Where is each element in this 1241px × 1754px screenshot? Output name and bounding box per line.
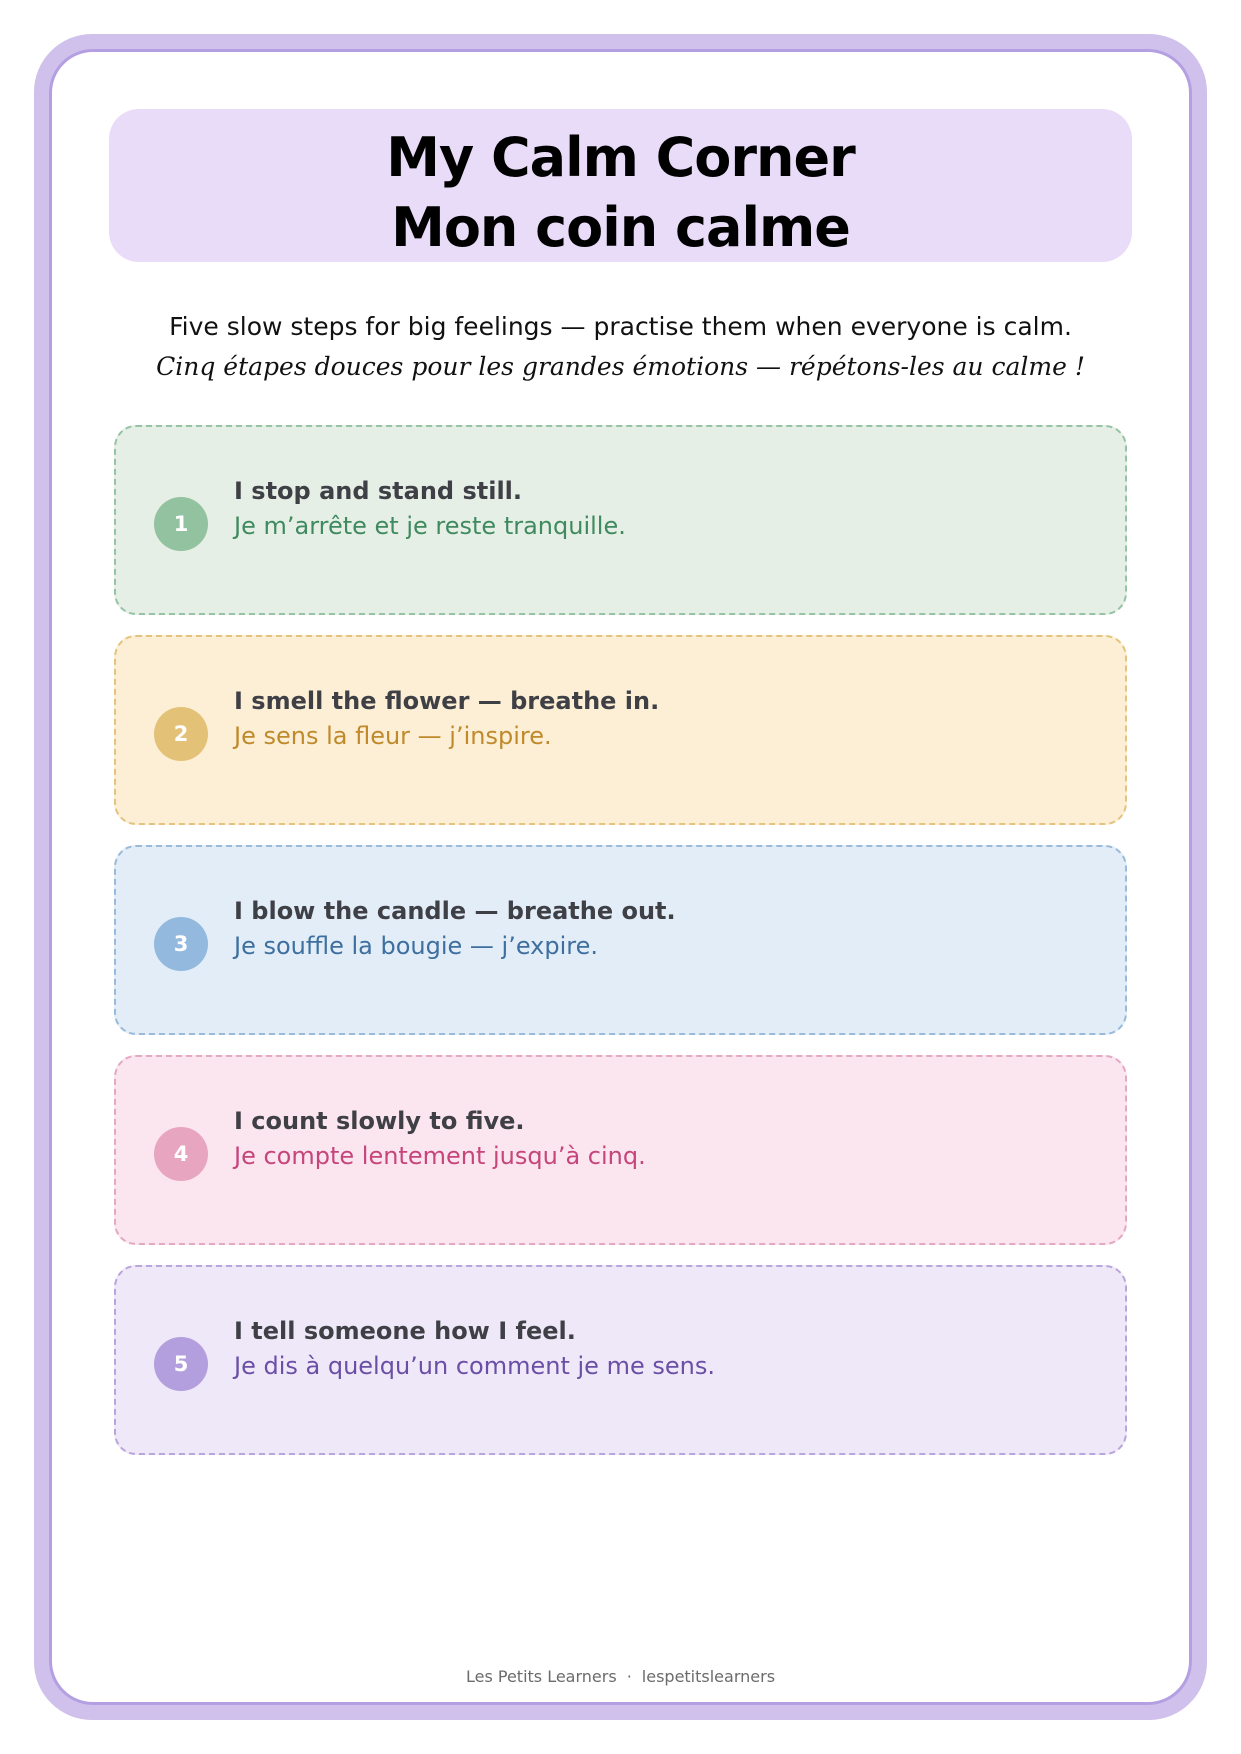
step-card: [114, 635, 1127, 825]
title-banner: [109, 109, 1132, 262]
step-number-badge: 2: [154, 707, 208, 761]
step-number-badge: 5: [154, 1337, 208, 1391]
title-english: My Calm Corner: [386, 126, 855, 189]
step-english-text: I blow the candle — breathe out.: [234, 897, 676, 925]
step-english-text: I stop and stand still.: [234, 477, 523, 505]
steps-list: [114, 425, 1127, 1475]
step-english-text: I smell the flower — breathe in.: [234, 687, 660, 715]
step-french-text: Je m’arrête et je reste tranquille.: [234, 512, 626, 540]
step-card: [114, 845, 1127, 1035]
footer-brand: Les Petits Learners: [465, 1667, 617, 1686]
step-number-badge: 3: [154, 917, 208, 971]
step-french-text: Je dis à quelqu’un comment je me sens.: [234, 1352, 715, 1380]
step-card: [114, 1055, 1127, 1245]
step-french-text: Je sens la fleur — j’inspire.: [234, 722, 552, 750]
title-french: Mon coin calme: [391, 196, 850, 259]
step-number-badge: 4: [154, 1127, 208, 1181]
step-card: [114, 1265, 1127, 1455]
step-english-text: I count slowly to five.: [234, 1107, 525, 1135]
step-number-badge: 1: [154, 497, 208, 551]
footer-handle: lespetitslearners: [641, 1667, 776, 1686]
intro-french: Cinq étapes douces pour les grandes émotions — répétons-les au calme !: [156, 352, 1085, 381]
footer-separator: ·: [626, 1667, 632, 1686]
intro-english: Five slow steps for big feelings — practise them when everyone is calm.: [169, 312, 1072, 341]
step-english-text: I tell someone how I feel.: [234, 1317, 576, 1345]
step-card: [114, 425, 1127, 615]
step-french-text: Je souffle la bougie — j’expire.: [234, 932, 599, 960]
step-french-text: Je compte lentement jusqu’à cinq.: [234, 1142, 646, 1170]
footer: [0, 1667, 1241, 1686]
